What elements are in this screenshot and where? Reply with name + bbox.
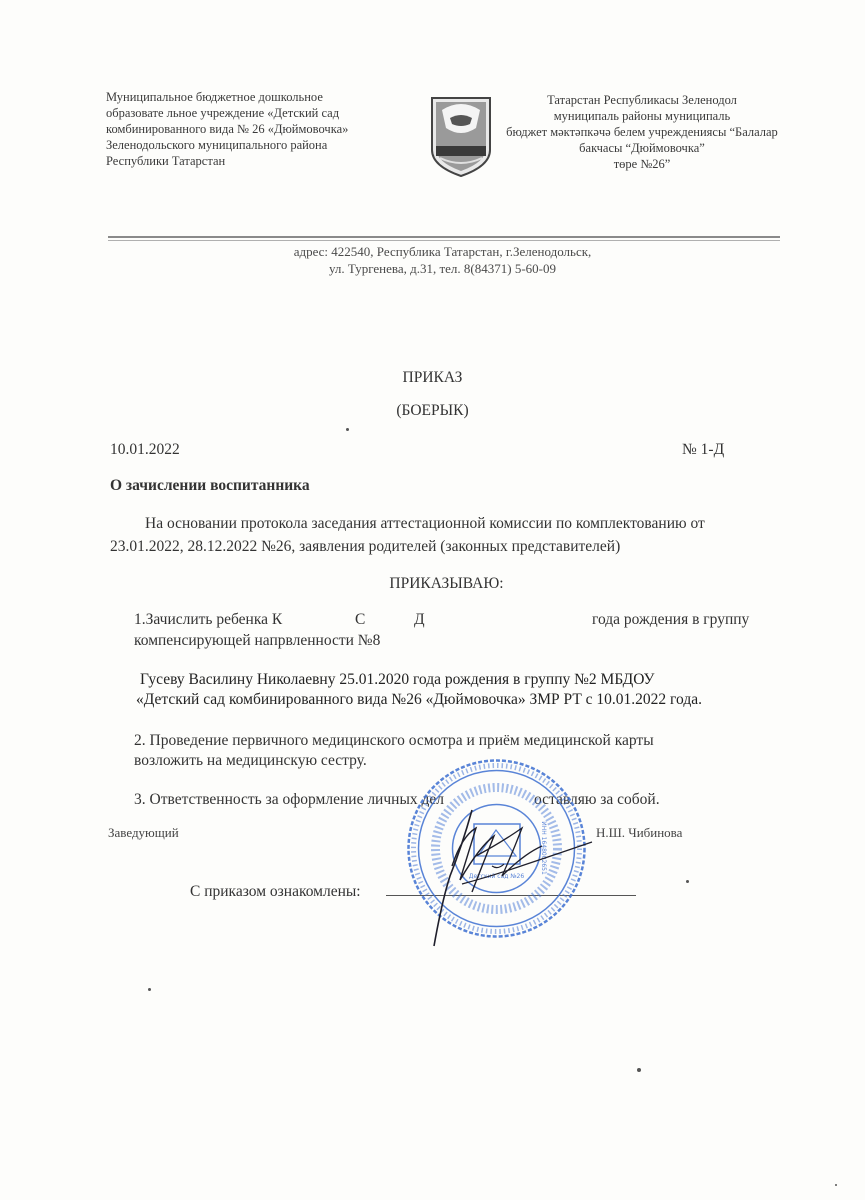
header-divider-thin <box>108 240 780 241</box>
address-line: адрес: 422540, Республика Татарстан, г.Зеленодольск, <box>293 244 592 259</box>
org-line: бюджет мәктәпкәчә белем учреждениясы “Балалар <box>506 125 778 139</box>
scan-speck <box>637 1068 641 1072</box>
org-line: комбинированного вида № 26 «Дюймовочка» <box>106 122 349 136</box>
order-number: № 1-Д <box>682 441 725 458</box>
acquainted-label: С приказом ознакомлены: <box>190 883 361 900</box>
item-1-end: года рождения в группу <box>592 611 750 628</box>
org-name-tatar <box>492 92 792 172</box>
scan-speck <box>835 1184 837 1186</box>
basis-text: На основании протокола заседания аттестационной комиссии по комплектованию от <box>145 515 705 532</box>
scan-speck <box>346 428 349 431</box>
stamp-number: ИНН 1648002651 <box>540 821 547 875</box>
order-date: 10.01.2022 <box>110 441 180 458</box>
order-subtitle: (БОЕРЫК) <box>396 402 469 419</box>
item-1-line2: компенсирующей напрвленности №8 <box>134 632 381 649</box>
item-1-letter: С <box>355 611 366 628</box>
item-3-end: оставляю за собой. <box>534 791 660 808</box>
scan-speck <box>148 988 151 991</box>
decree-word: ПРИКАЗЫВАЮ: <box>389 575 504 592</box>
org-line: төре №26” <box>613 157 671 171</box>
org-line: Муниципальное бюджетное дошкольное <box>106 90 323 104</box>
org-line: образовате льное учреждение «Детский сад <box>106 106 340 120</box>
coat-of-arms-icon <box>428 94 494 178</box>
item-2-line: 2. Проведение первичного медицинского осмотра и приём медицинской карты <box>134 732 654 749</box>
item-3-start: 3. Ответственность за оформление личных дел <box>134 791 444 808</box>
scan-speck <box>686 880 689 883</box>
org-line: Татарстан Республикасы Зеленодол <box>547 93 737 107</box>
head-name: Н.Ш. Чибинова <box>596 825 683 840</box>
order-title: ПРИКАЗ <box>402 369 463 386</box>
child-line: Гусеву Василину Николаевну 25.01.2020 года рождения в группу №2 МБДОУ <box>140 671 655 688</box>
basis-text: 23.01.2022, 28.12.2022 №26, заявления родителей (законных представителей) <box>110 538 621 555</box>
child-line: «Детский сад комбинированного вида №26 «Дюймовочка» ЗМР РТ с 10.01.2022 года. <box>136 691 702 708</box>
org-line: Зеленодольского муниципального района <box>106 138 328 152</box>
org-line: Республики Татарстан <box>106 154 226 168</box>
item-2-line: возложить на медицинскую сестру. <box>134 752 367 769</box>
head-title: Заведующий <box>108 825 179 840</box>
org-name-russian <box>106 89 406 169</box>
org-line: муниципаль районы муниципаль <box>553 109 731 123</box>
order-subject: О зачислении воспитанника <box>110 477 310 494</box>
header-divider <box>108 236 780 238</box>
stamp-center-label: Детский сад №26 <box>468 873 525 880</box>
item-1-start: 1.Зачислить ребенка К <box>134 611 283 628</box>
head-signature-icon <box>432 806 602 956</box>
address-line: ул. Тургенева, д.31, тел. 8(84371) 5-60-09 <box>329 261 556 276</box>
org-line: бакчасы “Дюймовочка” <box>579 141 705 155</box>
item-1-letter: Д <box>414 611 425 628</box>
